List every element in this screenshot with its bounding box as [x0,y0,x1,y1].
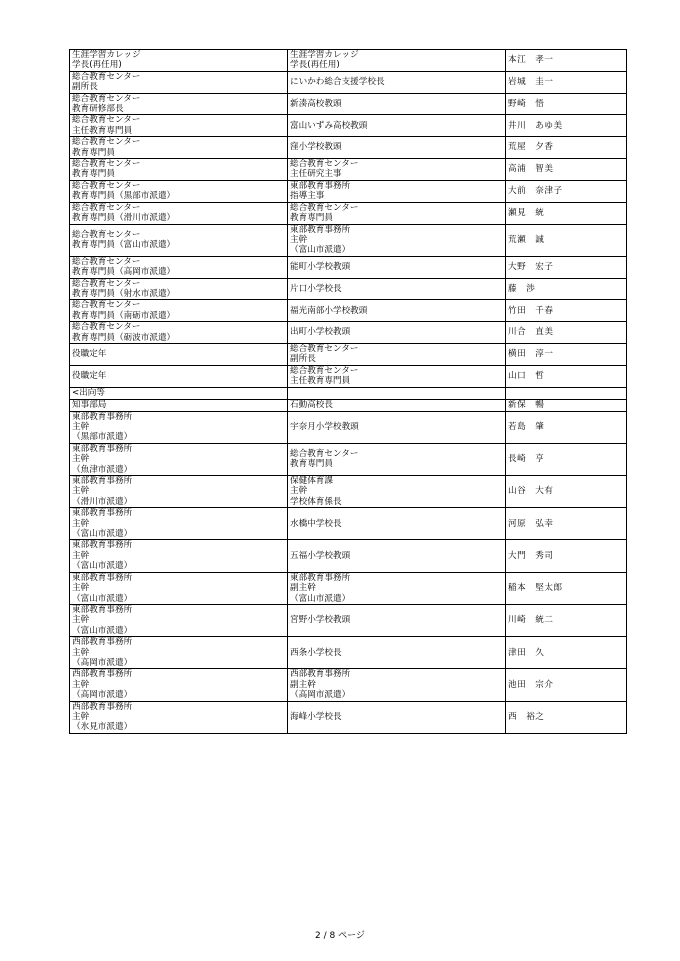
person-name-cell: 瀬見 統 [506,202,627,224]
previous-post-cell: 役職定年 [70,365,288,387]
previous-post-cell: 知事部局 [70,399,288,411]
table-row [70,604,627,636]
previous-post-cell: 総合教育センター 教育研修部長 [70,93,288,115]
person-name-cell: 池田 宗介 [506,669,627,701]
person-name-cell: 井川 あゆ美 [506,115,627,137]
new-post-cell: 富山いずみ高校教頭 [288,115,506,137]
new-post-cell: 宇奈月小学校教頭 [288,411,506,443]
new-post-cell: 福光南部小学校教頭 [288,300,506,322]
previous-post-cell: 西部教育事務所 主幹 （高岡市派遣） [70,669,288,701]
person-name-cell: 高浦 智美 [506,159,627,181]
new-post-cell: 東部教育事務所 副主幹 （富山市派遣） [288,572,506,604]
person-name-cell: 野崎 悟 [506,93,627,115]
table-row [70,443,627,475]
previous-post-cell: 東部教育事務所 主幹 （魚津市派遣） [70,443,288,475]
person-name-cell: 大前 奈津子 [506,180,627,202]
new-post-cell: 窪小学校教頭 [288,137,506,159]
person-name-cell: 川崎 統二 [506,604,627,636]
previous-post-cell: 総合教育センター 教育専門員（黒部市派遣） [70,180,288,202]
new-post-cell: 片口小学校長 [288,278,506,300]
previous-post-cell: 総合教育センター 教育専門員 [70,159,288,181]
page-footer: 2 / 8 ページ [315,931,365,941]
previous-post-cell: 総合教育センター 教育専門員（滑川市派遣） [70,202,288,224]
previous-post-cell: 総合教育センター 教育専門員（砺波市派遣） [70,322,288,344]
person-name-cell: 川合 直美 [506,322,627,344]
previous-post-cell: 東部教育事務所 主幹 （黒部市派遣） [70,411,288,443]
person-name-cell: 荒瀬 誠 [506,224,627,256]
table-row [70,387,627,399]
previous-post-cell: 東部教育事務所 主幹 （富山市派遣） [70,572,288,604]
table-row [70,202,627,224]
previous-post-cell: 西部教育事務所 主幹 （高岡市派遣） [70,637,288,669]
new-post-cell: 能町小学校教頭 [288,256,506,278]
table-row [70,180,627,202]
new-post-cell: 石動高校長 [288,399,506,411]
person-name-cell: 若島 肇 [506,411,627,443]
table-row [70,411,627,443]
table-row [70,159,627,181]
person-name-cell: 竹田 千春 [506,300,627,322]
table-row [70,701,627,733]
new-post-cell: 総合教育センター 主任研究主事 [288,159,506,181]
person-name-cell: 本江 孝一 [506,50,627,72]
person-name-cell: 山口 哲 [506,365,627,387]
table-row [70,540,627,572]
table-row [70,300,627,322]
table-row [70,476,627,508]
table-row [70,137,627,159]
previous-post-cell: 東部教育事務所 主幹 （滑川市派遣） [70,476,288,508]
person-name-cell: 長崎 亨 [506,443,627,475]
previous-post-cell: 東部教育事務所 主幹 （富山市派遣） [70,540,288,572]
person-name-cell: 藤 渉 [506,278,627,300]
previous-post-cell: 総合教育センター 副所長 [70,71,288,93]
person-name-cell: 大門 秀司 [506,540,627,572]
person-name-cell: 横田 淳一 [506,343,627,365]
new-post-cell: 総合教育センター 教育専門員 [288,443,506,475]
table-row [70,278,627,300]
table-row [70,71,627,93]
table-row [70,669,627,701]
previous-post-cell: 東部教育事務所 主幹 （富山市派遣） [70,604,288,636]
transfer-table [69,49,627,734]
previous-post-cell: 役職定年 [70,343,288,365]
person-name-cell: 岩城 圭一 [506,71,627,93]
table-row [70,365,627,387]
new-post-cell: 新湊高校教頭 [288,93,506,115]
previous-post-cell: <出向等 [70,387,288,399]
person-name-cell: 大野 宏子 [506,256,627,278]
new-post-cell: 西条小学校長 [288,637,506,669]
new-post-cell: にいかわ総合支援学校長 [288,71,506,93]
new-post-cell: 出町小学校教頭 [288,322,506,344]
new-post-cell: 東部教育事務所 指導主事 [288,180,506,202]
table-row [70,399,627,411]
new-post-cell: 水橋中学校長 [288,508,506,540]
person-name-cell: 荒屋 夕香 [506,137,627,159]
person-name-cell: 津田 久 [506,637,627,669]
table-row [70,637,627,669]
previous-post-cell: 総合教育センター 教育専門員（南砺市派遣） [70,300,288,322]
new-post-cell: 総合教育センター 主任教育専門員 [288,365,506,387]
table-row [70,256,627,278]
new-post-cell [288,387,506,399]
new-post-cell: 総合教育センター 教育専門員 [288,202,506,224]
person-name-cell: 山谷 大有 [506,476,627,508]
person-name-cell: 稲本 堅太郎 [506,572,627,604]
new-post-cell: 保健体育課 主幹 学校体育係長 [288,476,506,508]
table-row [70,224,627,256]
previous-post-cell: 生涯学習カレッジ 学長(再任用) [70,50,288,72]
person-name-cell: 河原 弘幸 [506,508,627,540]
previous-post-cell: 総合教育センター 教育専門員（射水市派遣） [70,278,288,300]
previous-post-cell: 総合教育センター 主任教育専門員 [70,115,288,137]
new-post-cell: 宮野小学校教頭 [288,604,506,636]
person-name-cell [506,387,627,399]
table-row [70,343,627,365]
new-post-cell: 総合教育センター 副所長 [288,343,506,365]
table-row [70,322,627,344]
person-name-cell: 新保 暢 [506,399,627,411]
new-post-cell: 五福小学校教頭 [288,540,506,572]
new-post-cell: 東部教育事務所 主幹 （富山市派遣） [288,224,506,256]
table-row [70,50,627,72]
transfer-table-body [70,50,627,734]
table-row [70,93,627,115]
previous-post-cell: 東部教育事務所 主幹 （富山市派遣） [70,508,288,540]
new-post-cell: 海峰小学校長 [288,701,506,733]
previous-post-cell: 総合教育センター 教育専門員（富山市派遣） [70,224,288,256]
previous-post-cell: 総合教育センター 教育専門員 [70,137,288,159]
table-row [70,115,627,137]
new-post-cell: 生涯学習カレッジ 学長(再任用) [288,50,506,72]
new-post-cell: 西部教育事務所 副主幹 （高岡市派遣） [288,669,506,701]
table-row [70,508,627,540]
person-name-cell: 西 裕之 [506,701,627,733]
table-row [70,572,627,604]
previous-post-cell: 総合教育センター 教育専門員（高岡市派遣） [70,256,288,278]
previous-post-cell: 西部教育事務所 主幹 （氷見市派遣） [70,701,288,733]
